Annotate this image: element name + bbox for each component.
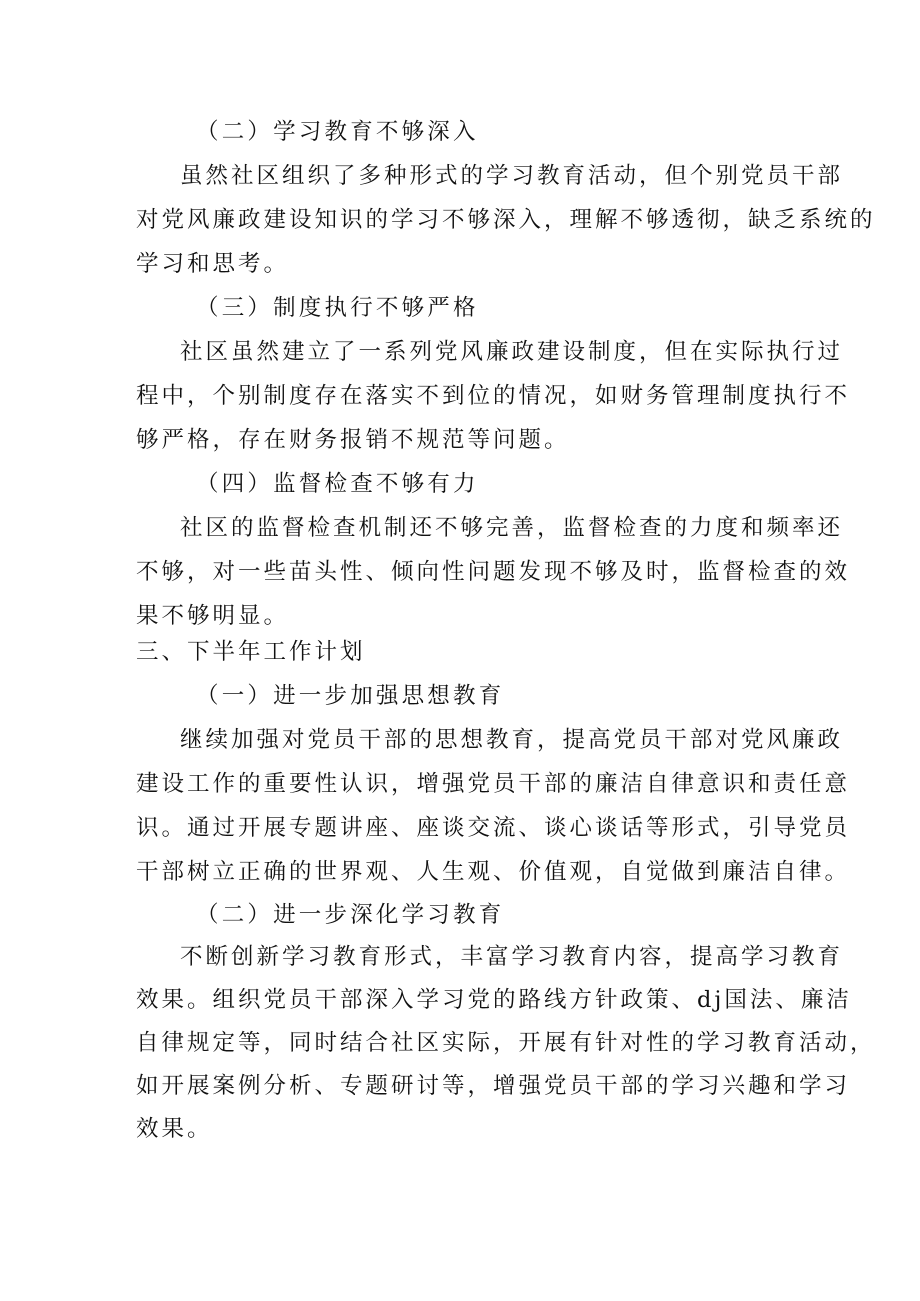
paragraph-line: 虽然社区组织了多种形式的学习教育活动，但个别党员干部: [180, 163, 844, 189]
paragraph-line: 建设工作的重要性认识，增强党员干部的廉洁自律意识和责任意: [136, 771, 851, 797]
paragraph-line: 对党风廉政建设知识的学习不够深入，理解不够透彻，缺乏系统的: [136, 207, 876, 233]
paragraph-line: 效果。组织党员干部深入学习党的路线方针政策、dj国法、廉洁: [136, 987, 852, 1013]
section-heading-work-plan: 三、下半年工作计划: [136, 639, 366, 665]
paragraph-line: 够严格，存在财务报销不规范等问题。: [136, 427, 570, 453]
paragraph-line: 继续加强对党员干部的思想教育，提高党员干部对党风廉政: [180, 727, 844, 753]
paragraph-line: 学习和思考。: [136, 251, 290, 277]
paragraph-line: 如开展案例分析、专题研讨等，增强党员干部的学习兴趣和学习: [136, 1073, 851, 1099]
paragraph-line: 社区的监督检查机制还不够完善，监督检查的力度和频率还: [180, 515, 844, 541]
paragraph-line: 果不够明显。: [136, 603, 290, 629]
paragraph-line: 不断创新学习教育形式，丰富学习教育内容，提高学习教育: [180, 944, 844, 970]
paragraph-line: 社区虽然建立了一系列党风廉政建设制度，但在实际执行过: [180, 339, 844, 365]
paragraph-line: 不够，对一些苗头性、倾向性问题发现不够及时，监督检查的效: [136, 559, 851, 585]
paragraph-line: 干部树立正确的世界观、人生观、价值观，自觉做到廉洁自律。: [136, 859, 851, 885]
subheading-deepen-learning: （二）进一步深化学习教育: [196, 902, 505, 928]
subheading-learning-education: （二）学习教育不够深入: [196, 119, 479, 145]
subheading-supervision: （四）监督检查不够有力: [196, 471, 479, 497]
subheading-ideological-education: （一）进一步加强思想教育: [196, 683, 505, 709]
subheading-system-execution: （三）制度执行不够严格: [196, 295, 479, 321]
paragraph-line: 自律规定等，同时结合社区实际，开展有针对性的学习教育活动，: [136, 1030, 876, 1056]
paragraph-line: 效果。: [136, 1116, 213, 1142]
paragraph-line: 程中，个别制度存在落实不到位的情况，如财务管理制度执行不: [136, 383, 851, 409]
paragraph-line: 识。通过开展专题讲座、座谈交流、谈心谈话等形式，引导党员: [136, 815, 851, 841]
